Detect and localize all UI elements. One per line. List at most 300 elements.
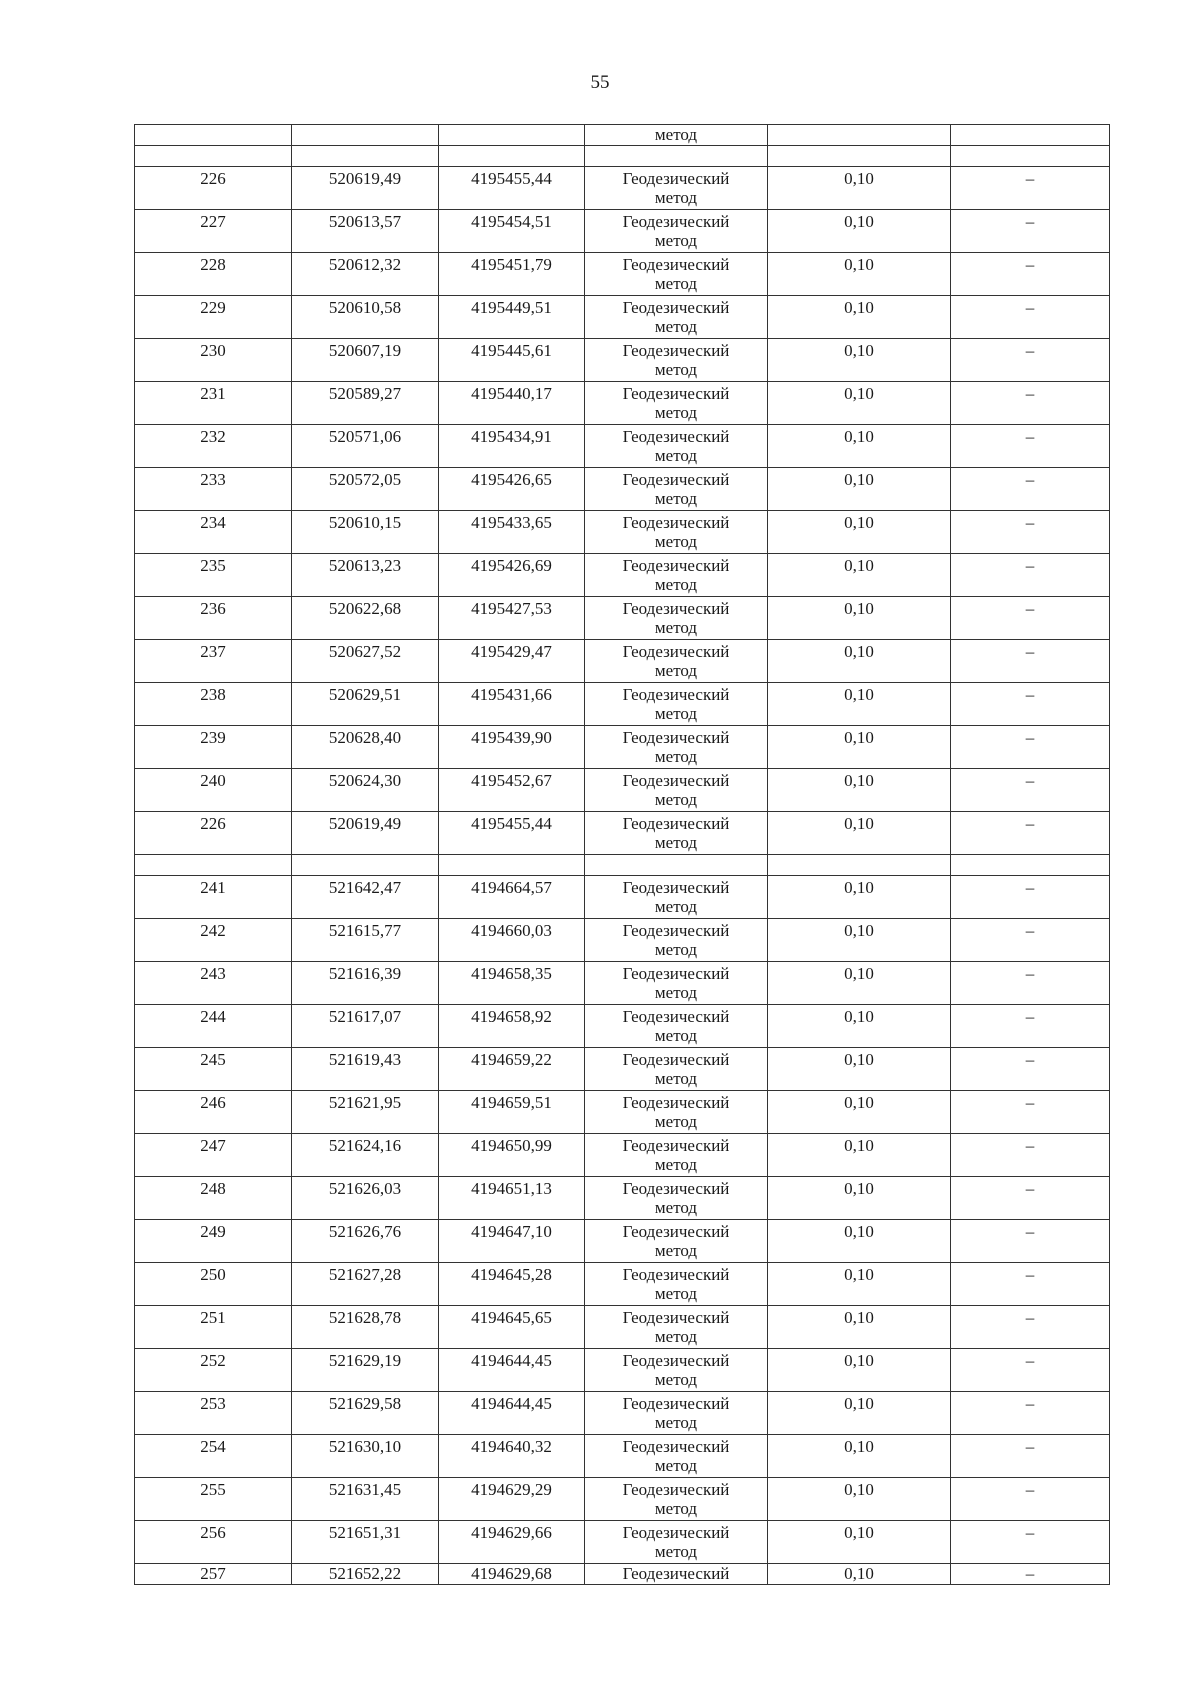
cell-x-coordinate: 521631,45	[292, 1478, 439, 1521]
method-text: Геодезический	[622, 1437, 730, 1456]
cell-y-coordinate: 4195434,91	[439, 425, 585, 468]
cell-method	[585, 962, 768, 1005]
cell-y-coordinate: 4195454,51	[439, 210, 585, 253]
method-text: Геодезический	[622, 921, 730, 940]
method-text: метод	[654, 1155, 698, 1174]
cell-method	[585, 919, 768, 962]
cell-y-coordinate: 4195445,61	[439, 339, 585, 382]
cell-y-coordinate: 4194658,35	[439, 962, 585, 1005]
cell-accuracy: 0,10	[768, 1134, 951, 1177]
cell-y-coordinate: 4194644,45	[439, 1349, 585, 1392]
cell-x-coordinate: 520610,58	[292, 296, 439, 339]
cell-y-coordinate: 4195452,67	[439, 769, 585, 812]
cell-accuracy: 0,10	[768, 1263, 951, 1306]
cell-point-number: 254	[135, 1435, 292, 1478]
cell-x-coordinate: 521619,43	[292, 1048, 439, 1091]
table-row	[135, 1134, 1110, 1177]
table-row	[135, 876, 1110, 919]
method-text: Геодезический	[622, 470, 730, 489]
cell-y-coordinate: 4195449,51	[439, 296, 585, 339]
table-row	[135, 640, 1110, 683]
cell-note: –	[951, 919, 1110, 962]
cell-note: –	[951, 1564, 1110, 1585]
cell-y-coordinate: 4194629,66	[439, 1521, 585, 1564]
cell-point-number: 243	[135, 962, 292, 1005]
cell-x-coordinate: 521615,77	[292, 919, 439, 962]
cell-method	[585, 1435, 768, 1478]
method-text: Геодезический	[622, 1308, 730, 1327]
cell-empty	[439, 125, 585, 146]
cell-accuracy: 0,10	[768, 962, 951, 1005]
cell-method	[585, 253, 768, 296]
method-text: метод	[654, 446, 698, 465]
cell-empty	[439, 855, 585, 876]
method-text: метод	[654, 575, 698, 594]
cell-accuracy: 0,10	[768, 382, 951, 425]
cell-empty	[951, 125, 1110, 146]
cell-point-number: 250	[135, 1263, 292, 1306]
method-text: Геодезический	[622, 1093, 730, 1112]
table-row	[135, 769, 1110, 812]
cell-y-coordinate: 4195451,79	[439, 253, 585, 296]
table-row	[135, 468, 1110, 511]
cell-method	[585, 382, 768, 425]
method-text: метод	[654, 1542, 698, 1561]
method-text: метод	[654, 1069, 698, 1088]
method-text: метод	[654, 1026, 698, 1045]
cell-y-coordinate: 4195439,90	[439, 726, 585, 769]
cell-accuracy: 0,10	[768, 511, 951, 554]
cell-x-coordinate: 521651,31	[292, 1521, 439, 1564]
method-text: метод	[654, 360, 698, 379]
blank-row	[135, 855, 1110, 876]
method-text: Геодезический	[622, 556, 730, 575]
cell-method	[585, 339, 768, 382]
cell-note: –	[951, 296, 1110, 339]
method-text: метод	[654, 1413, 698, 1432]
method-text: метод	[654, 983, 698, 1002]
cell-point-number: 226	[135, 167, 292, 210]
cell-y-coordinate: 4194659,51	[439, 1091, 585, 1134]
coordinates-table	[134, 124, 1110, 1585]
cell-accuracy: 0,10	[768, 597, 951, 640]
cell-accuracy: 0,10	[768, 1306, 951, 1349]
cell-point-number: 241	[135, 876, 292, 919]
cell-point-number: 234	[135, 511, 292, 554]
method-text: метод	[654, 1198, 698, 1217]
cell-note: –	[951, 1134, 1110, 1177]
cell-accuracy: 0,10	[768, 1048, 951, 1091]
cell-y-coordinate: 4195431,66	[439, 683, 585, 726]
cell-empty	[768, 125, 951, 146]
cell-y-coordinate: 4195427,53	[439, 597, 585, 640]
cell-note: –	[951, 683, 1110, 726]
method-text: Геодезический	[622, 1394, 730, 1413]
cell-x-coordinate: 520627,52	[292, 640, 439, 683]
cell-x-coordinate: 520613,57	[292, 210, 439, 253]
method-text: метод	[654, 489, 698, 508]
cell-note: –	[951, 597, 1110, 640]
cell-empty	[292, 125, 439, 146]
cell-accuracy: 0,10	[768, 1478, 951, 1521]
cell-note: –	[951, 1048, 1110, 1091]
method-text: Геодезический	[622, 1564, 730, 1583]
method-text: Геодезический	[622, 341, 730, 360]
cell-y-coordinate: 4194664,57	[439, 876, 585, 919]
continuation-row	[135, 125, 1110, 146]
cell-note: –	[951, 1521, 1110, 1564]
cell-point-number: 235	[135, 554, 292, 597]
cell-x-coordinate: 521630,10	[292, 1435, 439, 1478]
table-row	[135, 511, 1110, 554]
table-row	[135, 1392, 1110, 1435]
cell-note: –	[951, 726, 1110, 769]
cell-accuracy: 0,10	[768, 726, 951, 769]
cell-x-coordinate: 521624,16	[292, 1134, 439, 1177]
method-text: Геодезический	[622, 964, 730, 983]
cell-method	[585, 425, 768, 468]
cell-method	[585, 1091, 768, 1134]
cell-x-coordinate: 520610,15	[292, 511, 439, 554]
table-row	[135, 919, 1110, 962]
cell-note: –	[951, 876, 1110, 919]
cell-accuracy: 0,10	[768, 1349, 951, 1392]
cell-note: –	[951, 554, 1110, 597]
table-row	[135, 1478, 1110, 1521]
cell-empty	[951, 855, 1110, 876]
cell-y-coordinate: 4194629,29	[439, 1478, 585, 1521]
method-text: метод	[654, 317, 698, 336]
cell-method	[585, 769, 768, 812]
cell-accuracy: 0,10	[768, 1220, 951, 1263]
cell-method	[585, 1220, 768, 1263]
method-text: метод	[654, 1284, 698, 1303]
cell-point-number: 242	[135, 919, 292, 962]
cell-method	[585, 1263, 768, 1306]
method-text: Геодезический	[622, 771, 730, 790]
page-number: 55	[590, 72, 610, 93]
cell-accuracy: 0,10	[768, 468, 951, 511]
table-row	[135, 1220, 1110, 1263]
cell-note: –	[951, 1392, 1110, 1435]
cell-x-coordinate: 520619,49	[292, 812, 439, 855]
cell-point-number: 226	[135, 812, 292, 855]
table-row	[135, 1306, 1110, 1349]
cell-y-coordinate: 4195440,17	[439, 382, 585, 425]
cell-method	[585, 554, 768, 597]
table-row	[135, 812, 1110, 855]
cell-note: –	[951, 769, 1110, 812]
cell-x-coordinate: 520572,05	[292, 468, 439, 511]
method-text: Геодезический	[622, 814, 730, 833]
method-text: Геодезический	[622, 1136, 730, 1155]
method-text: метод	[654, 833, 698, 852]
cell-accuracy: 0,10	[768, 554, 951, 597]
table-row	[135, 1048, 1110, 1091]
table-row	[135, 1091, 1110, 1134]
method-text: метод	[654, 618, 698, 637]
cell-point-number: 240	[135, 769, 292, 812]
method-text: Геодезический	[622, 384, 730, 403]
cell-x-coordinate: 521626,76	[292, 1220, 439, 1263]
cell-point-number: 246	[135, 1091, 292, 1134]
method-text: метод	[654, 1499, 698, 1518]
method-text: Геодезический	[622, 1480, 730, 1499]
method-text: метод	[654, 897, 698, 916]
cell-note: –	[951, 1005, 1110, 1048]
cell-note: –	[951, 962, 1110, 1005]
method-text: метод	[654, 274, 698, 293]
cell-note: –	[951, 812, 1110, 855]
cell-note: –	[951, 468, 1110, 511]
table-row	[135, 296, 1110, 339]
table-row	[135, 210, 1110, 253]
cell-note: –	[951, 511, 1110, 554]
method-text: Геодезический	[622, 642, 730, 661]
cell-y-coordinate: 4194650,99	[439, 1134, 585, 1177]
cell-x-coordinate: 521628,78	[292, 1306, 439, 1349]
table-row	[135, 1177, 1110, 1220]
cell-x-coordinate: 520607,19	[292, 339, 439, 382]
cell-x-coordinate: 520628,40	[292, 726, 439, 769]
cell-y-coordinate: 4194658,92	[439, 1005, 585, 1048]
cell-y-coordinate: 4195433,65	[439, 511, 585, 554]
cell-x-coordinate: 521629,19	[292, 1349, 439, 1392]
cell-note: –	[951, 425, 1110, 468]
cell-method	[585, 1521, 768, 1564]
cell-note: –	[951, 1478, 1110, 1521]
cell-note: –	[951, 1220, 1110, 1263]
table-row	[135, 339, 1110, 382]
cell-method	[585, 640, 768, 683]
cell-x-coordinate: 521642,47	[292, 876, 439, 919]
cell-point-number: 253	[135, 1392, 292, 1435]
cell-y-coordinate: 4194640,32	[439, 1435, 585, 1478]
cell-point-number: 256	[135, 1521, 292, 1564]
method-text: Геодезический	[622, 1265, 730, 1284]
cell-empty	[585, 855, 768, 876]
cell-x-coordinate: 521617,07	[292, 1005, 439, 1048]
table-row	[135, 1263, 1110, 1306]
cell-point-number: 230	[135, 339, 292, 382]
cell-method-continuation: метод	[585, 125, 768, 146]
cell-y-coordinate: 4194659,22	[439, 1048, 585, 1091]
table-row	[135, 554, 1110, 597]
cell-method	[585, 1005, 768, 1048]
method-text: Геодезический	[622, 1351, 730, 1370]
method-text: метод	[654, 1370, 698, 1389]
cell-point-number: 232	[135, 425, 292, 468]
cell-note: –	[951, 210, 1110, 253]
cell-accuracy: 0,10	[768, 1521, 951, 1564]
cell-method	[585, 812, 768, 855]
table-row	[135, 1521, 1110, 1564]
cell-y-coordinate: 4195426,69	[439, 554, 585, 597]
method-text: Геодезический	[622, 1179, 730, 1198]
method-text: метод	[654, 747, 698, 766]
cell-empty	[135, 855, 292, 876]
cell-note: –	[951, 339, 1110, 382]
cell-y-coordinate: 4194645,28	[439, 1263, 585, 1306]
table-row	[135, 382, 1110, 425]
cell-accuracy: 0,10	[768, 1005, 951, 1048]
cell-method	[585, 726, 768, 769]
cell-x-coordinate: 520629,51	[292, 683, 439, 726]
method-text: метод	[654, 231, 698, 250]
cell-point-number: 244	[135, 1005, 292, 1048]
cell-accuracy: 0,10	[768, 1177, 951, 1220]
cell-method	[585, 1564, 768, 1585]
cell-x-coordinate: 521629,58	[292, 1392, 439, 1435]
cell-x-coordinate: 520612,32	[292, 253, 439, 296]
cell-note: –	[951, 640, 1110, 683]
cell-empty	[135, 125, 292, 146]
cell-method	[585, 1048, 768, 1091]
cell-x-coordinate: 520622,68	[292, 597, 439, 640]
table-row	[135, 726, 1110, 769]
method-text: Геодезический	[622, 513, 730, 532]
cell-y-coordinate: 4194629,68	[439, 1564, 585, 1585]
method-text: метод	[654, 704, 698, 723]
table-row	[135, 1564, 1110, 1585]
cell-point-number: 236	[135, 597, 292, 640]
blank-row	[135, 146, 1110, 167]
cell-method	[585, 511, 768, 554]
cell-accuracy: 0,10	[768, 296, 951, 339]
cell-empty	[292, 855, 439, 876]
table-row	[135, 597, 1110, 640]
cell-note: –	[951, 1435, 1110, 1478]
cell-note: –	[951, 167, 1110, 210]
method-text: метод	[654, 940, 698, 959]
cell-point-number: 228	[135, 253, 292, 296]
method-text: Геодезический	[622, 599, 730, 618]
cell-x-coordinate: 521616,39	[292, 962, 439, 1005]
cell-y-coordinate: 4195455,44	[439, 812, 585, 855]
cell-y-coordinate: 4194645,65	[439, 1306, 585, 1349]
cell-y-coordinate: 4194644,45	[439, 1392, 585, 1435]
method-text: Геодезический	[622, 212, 730, 231]
cell-accuracy: 0,10	[768, 167, 951, 210]
cell-method	[585, 167, 768, 210]
cell-point-number: 248	[135, 1177, 292, 1220]
cell-accuracy: 0,10	[768, 812, 951, 855]
method-text: Геодезический	[622, 427, 730, 446]
cell-x-coordinate: 520589,27	[292, 382, 439, 425]
cell-point-number: 229	[135, 296, 292, 339]
method-text: Геодезический	[622, 1523, 730, 1542]
cell-method	[585, 1349, 768, 1392]
method-text: метод	[654, 188, 698, 207]
cell-point-number: 238	[135, 683, 292, 726]
cell-point-number: 237	[135, 640, 292, 683]
method-text: Геодезический	[622, 728, 730, 747]
cell-point-number: 255	[135, 1478, 292, 1521]
cell-method	[585, 1134, 768, 1177]
cell-y-coordinate: 4194647,10	[439, 1220, 585, 1263]
table-row	[135, 1005, 1110, 1048]
cell-accuracy: 0,10	[768, 1091, 951, 1134]
method-text: Геодезический	[622, 1222, 730, 1241]
cell-accuracy: 0,10	[768, 1392, 951, 1435]
cell-note: –	[951, 1349, 1110, 1392]
table-row	[135, 425, 1110, 468]
cell-note: –	[951, 1177, 1110, 1220]
cell-method	[585, 1306, 768, 1349]
cell-x-coordinate: 521621,95	[292, 1091, 439, 1134]
cell-point-number: 245	[135, 1048, 292, 1091]
cell-accuracy: 0,10	[768, 210, 951, 253]
cell-note: –	[951, 1091, 1110, 1134]
cell-y-coordinate: 4195429,47	[439, 640, 585, 683]
cell-accuracy: 0,10	[768, 683, 951, 726]
cell-empty	[768, 855, 951, 876]
cell-y-coordinate: 4195426,65	[439, 468, 585, 511]
method-text: метод	[654, 1456, 698, 1475]
cell-accuracy: 0,10	[768, 1435, 951, 1478]
cell-method	[585, 1392, 768, 1435]
coordinates-table-body	[135, 125, 1110, 1585]
cell-method	[585, 296, 768, 339]
method-text: Геодезический	[622, 298, 730, 317]
cell-y-coordinate: 4195455,44	[439, 167, 585, 210]
method-text: Геодезический	[622, 878, 730, 897]
method-text: Геодезический	[622, 685, 730, 704]
method-text: метод	[654, 661, 698, 680]
table-row	[135, 167, 1110, 210]
table-row	[135, 253, 1110, 296]
cell-accuracy: 0,10	[768, 1564, 951, 1585]
cell-x-coordinate: 520613,23	[292, 554, 439, 597]
cell-x-coordinate: 520619,49	[292, 167, 439, 210]
method-text: метод	[654, 1112, 698, 1131]
table-row	[135, 1349, 1110, 1392]
cell-accuracy: 0,10	[768, 339, 951, 382]
cell-x-coordinate: 521626,03	[292, 1177, 439, 1220]
method-text: метод	[654, 790, 698, 809]
method-text: Геодезический	[622, 1007, 730, 1026]
cell-method	[585, 876, 768, 919]
cell-method	[585, 1478, 768, 1521]
cell-x-coordinate: 521627,28	[292, 1263, 439, 1306]
method-text: метод	[654, 403, 698, 422]
table-row	[135, 962, 1110, 1005]
cell-x-coordinate: 520624,30	[292, 769, 439, 812]
cell-method	[585, 210, 768, 253]
cell-point-number: 252	[135, 1349, 292, 1392]
cell-accuracy: 0,10	[768, 425, 951, 468]
cell-point-number: 247	[135, 1134, 292, 1177]
cell-note: –	[951, 253, 1110, 296]
cell-point-number: 251	[135, 1306, 292, 1349]
cell-y-coordinate: 4194651,13	[439, 1177, 585, 1220]
cell-accuracy: 0,10	[768, 640, 951, 683]
cell-x-coordinate: 521652,22	[292, 1564, 439, 1585]
method-text: Геодезический	[622, 1050, 730, 1069]
cell-y-coordinate: 4194660,03	[439, 919, 585, 962]
cell-x-coordinate: 520571,06	[292, 425, 439, 468]
method-text: Геодезический	[622, 169, 730, 188]
cell-point-number: 249	[135, 1220, 292, 1263]
cell-point-number: 239	[135, 726, 292, 769]
cell-accuracy: 0,10	[768, 919, 951, 962]
cell-method	[585, 1177, 768, 1220]
cell-accuracy: 0,10	[768, 876, 951, 919]
cell-accuracy: 0,10	[768, 769, 951, 812]
method-text: метод	[654, 1241, 698, 1260]
cell-method	[585, 683, 768, 726]
cell-method	[585, 597, 768, 640]
